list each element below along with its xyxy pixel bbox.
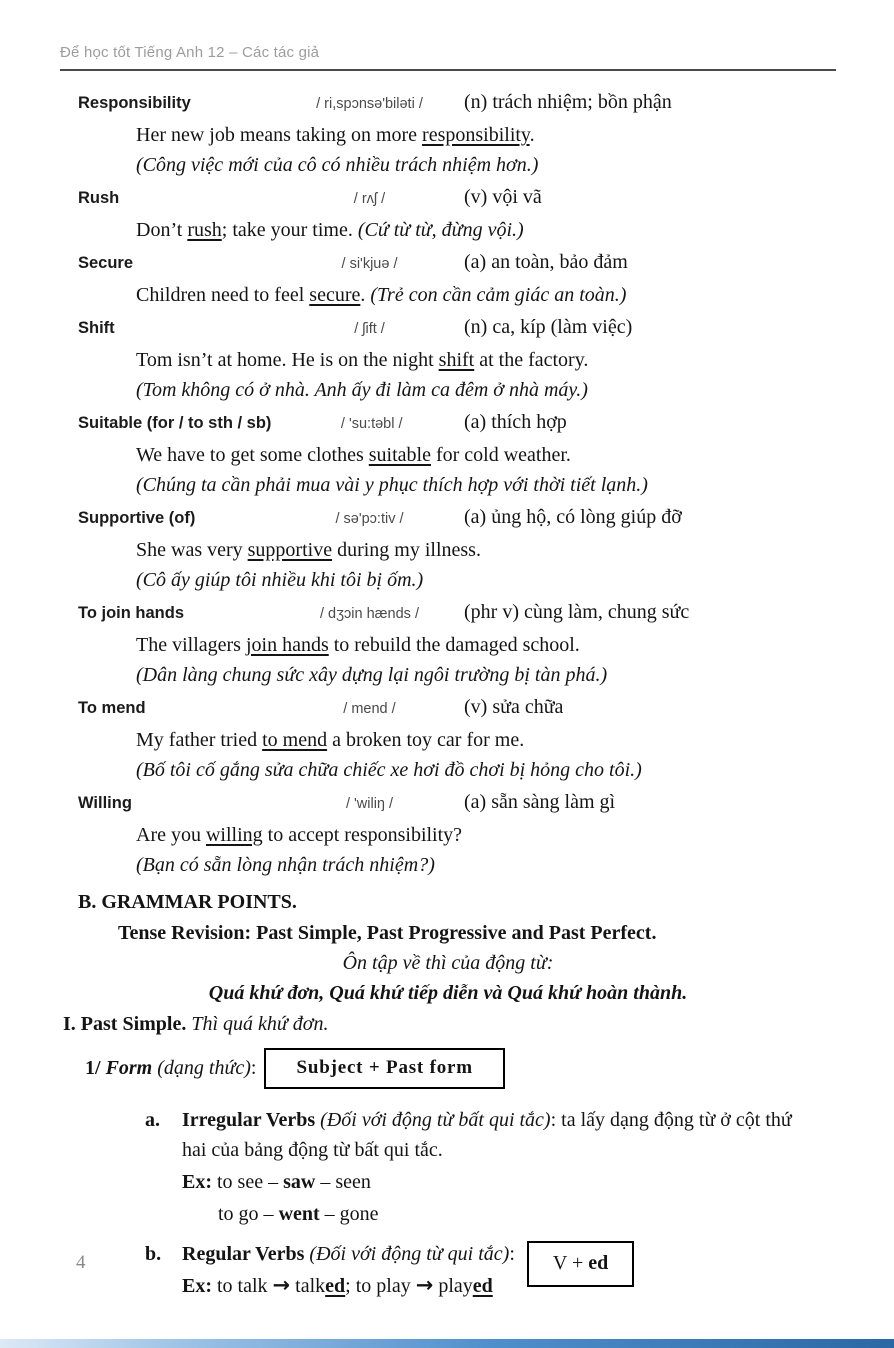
vocab-sentence-line: (Bạn có sẵn lòng nhận trách nhiệm?) [136,854,435,876]
subtitle-vietnamese-1: Ôn tập về thì của động từ: [342,952,554,974]
vocab-meaning: (v) sửa chữa [464,696,564,718]
vocab-entry-head [78,312,836,345]
vocab-word: Responsibility [78,94,191,112]
regular-example-line: Ex: to talk → talked; to play → played [182,1273,493,1297]
v-ed-rule-box: V + ed [527,1241,634,1287]
vocab-pronunciation: / ʃift / [354,321,385,337]
regular-verbs-item [60,1239,836,1302]
vocab-sentence-line: (Dân làng chung sức xây dựng lại ngôi trường bị tàn phá.) [136,664,608,686]
vocab-sentence-line: We have to get some clothes suitable for cold weather. [136,444,571,466]
irregular-example-line-1: Ex: to see – saw – seen [182,1171,371,1193]
grammar-section-heading: B. GRAMMAR POINTS. [78,891,297,913]
vocab-sentence-line: (Cô ấy giúp tôi nhiều khi tôi bị ốm.) [136,569,424,591]
vocab-word: Suitable (for / to sth / sb) [78,414,272,432]
vocab-meaning: (a) thích hợp [464,411,567,433]
vocab-entry [78,182,836,245]
page-number: 4 [76,1252,86,1273]
vocab-sentence-line: Children need to feel secure. (Trẻ con cần cảm giác an toàn.) [136,284,627,306]
vocab-meaning: (a) ủng hộ, có lòng giúp đỡ [464,506,682,528]
vocab-pronunciation: / rʌʃ / [353,191,386,207]
vocab-meaning: (a) an toàn, bảo đảm [464,251,628,273]
vocab-meaning: (v) vội vã [464,186,542,208]
vocab-sentence-line: Tom isn’t at home. He is on the night shift at the factory. [136,349,589,371]
vocab-entry [78,87,836,180]
vocab-entry [78,502,836,595]
form-rule-box: Subject + Past form [264,1048,504,1089]
vocab-sentence-line: (Công việc mới của cô có nhiều trách nhiệm hơn.) [136,154,539,176]
vocab-word: Shift [78,319,115,337]
irregular-verbs-item [60,1105,836,1165]
vocab-entry-head [78,597,836,630]
vocab-entry [78,407,836,500]
item-b-marker: b. [145,1243,162,1265]
vocab-entry [78,692,836,785]
vocab-meaning: (n) ca, kíp (làm việc) [464,316,633,338]
vocab-sentence-line: My father tried to mend a broken toy car for me. [136,729,525,751]
regular-verbs-text [182,1239,515,1302]
vocab-entry-head [78,87,836,120]
vocab-sentence-line: (Chúng ta cần phải mua vài y phục thích hợp với thời tiết lạnh.) [136,474,648,496]
vocab-sentence-line: She was very supportive during my illness. [136,539,481,561]
subtitle-vietnamese-2: Quá khứ đơn, Quá khứ tiếp diễn và Quá khứ hoàn thành. [208,982,688,1004]
vocab-word: Willing [78,794,132,812]
tense-revision-title: Tense Revision: Past Simple, Past Progressive and Past Perfect. [118,922,657,944]
irregular-example-line-2: to go – went – gone [218,1203,379,1225]
vocab-meaning: (n) trách nhiệm; bồn phận [464,91,672,113]
vocab-sentence-line: The villagers join hands to rebuild the damaged school. [136,634,580,656]
vocab-entry-head [78,502,836,535]
vocab-entry [78,597,836,690]
vocab-sentence-line: Her new job means taking on more responsibility. [136,124,535,146]
vocab-sentence-line: Don’t rush; take your time. (Cứ từ từ, đừng vội.) [136,219,524,241]
bottom-decorative-bar [0,1339,894,1348]
irregular-verbs-text: Irregular Verbs (Đối với động từ bất qui tắc): ta lấy dạng động từ ở cột thứ hai của bảng động từ bất qui tắc. [182,1109,792,1161]
vocab-entry-head [78,692,836,725]
past-simple-heading [63,1008,836,1041]
vocab-entry-head [78,407,836,440]
vocab-entry [78,247,836,310]
past-simple-heading-vi: Thì quá khứ đơn. [191,1013,329,1035]
vocab-entry [78,312,836,405]
vocab-entry-head [78,787,836,820]
regular-verbs-label: Regular Verbs (Đối với động từ qui tắc): [182,1243,515,1265]
vocab-pronunciation: / 'wiliŋ / [345,796,394,812]
vocab-entry [78,787,836,880]
vocab-word: To join hands [78,604,185,622]
item-a-marker: a. [145,1109,160,1131]
vocab-entry-head [78,182,836,215]
page-header [60,44,836,71]
vocab-meaning: (phr v) cùng làm, chung sức [464,601,690,623]
vocab-sentence-line: Are you willing to accept responsibility? [136,824,463,846]
form-line [85,1043,836,1093]
vocab-pronunciation: / ri,spɔnsə'biləti / [316,96,423,112]
past-simple-heading-en: I. Past Simple. [63,1013,187,1035]
vocabulary-list [60,87,836,880]
vocab-pronunciation: / 'su:təbl / [340,416,403,432]
vocab-word: Secure [78,254,134,272]
vocab-word: Rush [78,189,120,207]
vocab-entry-head [78,247,836,280]
form-label: 1/ Form (dạng thức): [85,1056,257,1079]
page-header-title: Để học tốt Tiếng Anh 12 – Các tác giả [60,44,320,61]
vocab-pronunciation: / mend / [343,701,396,717]
vocab-sentence-line: (Tom không có ở nhà. Anh ấy đi làm ca đêm ở nhà máy.) [136,379,588,401]
vocab-pronunciation: / si'kjuə / [341,256,398,272]
grammar-section [60,886,836,1302]
vocab-meaning: (a) sẵn sàng làm gì [464,791,616,813]
vocab-pronunciation: / dʒɔin hænds / [320,606,419,622]
vocab-word: Supportive (of) [78,509,196,527]
vocab-word: To mend [78,699,146,717]
vocab-sentence-line: (Bố tôi cố gắng sửa chữa chiếc xe hơi đồ chơi bị hỏng cho tôi.) [136,759,642,781]
vocab-pronunciation: / sə'pɔ:tiv / [335,511,404,527]
